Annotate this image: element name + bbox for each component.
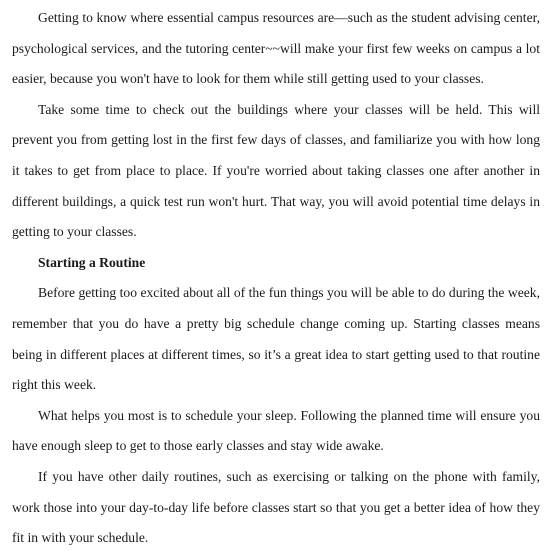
paragraph-schedule-change: Before getting too excited about all of the fun things you will be able to do during the week, remember that you do have a pretty big schedule change coming up. Starting classes means being in different places at different times, so it’s a great idea to start getting used to that routine right this week. — [12, 285, 540, 393]
paragraph-campus-resources: Getting to know where essential campus resources are—such as the student advising center, psychological services, and the tutoring center~~will make your first few weeks on campus a lot easier, because you won't have to look for them while still getting used to your classes. — [12, 10, 540, 87]
section-heading: Starting a Routine — [38, 254, 146, 270]
paragraph-sleep: What helps you most is to schedule your sleep. Following the planned time will ensure you have enough sleep to get to those early classes and stay wide awake. — [12, 407, 540, 454]
paragraph-class-buildings: Take some time to check out the buildings where your classes will be held. This will prevent you from getting lost in the first few days of classes, and familiarize you with how long it takes to get from place to place. If you're worried about taking classes one after another in different buildings, a quick test run won't hurt. That way, you will avoid potential time delays in getting to your classes. — [12, 101, 540, 240]
paragraph-daily-routines: If you have other daily routines, such as exercising or talking on the phone with family, work those into your day-to-day life before classes start so that you get a better idea of how they fit in with your schedule. — [12, 468, 540, 546]
